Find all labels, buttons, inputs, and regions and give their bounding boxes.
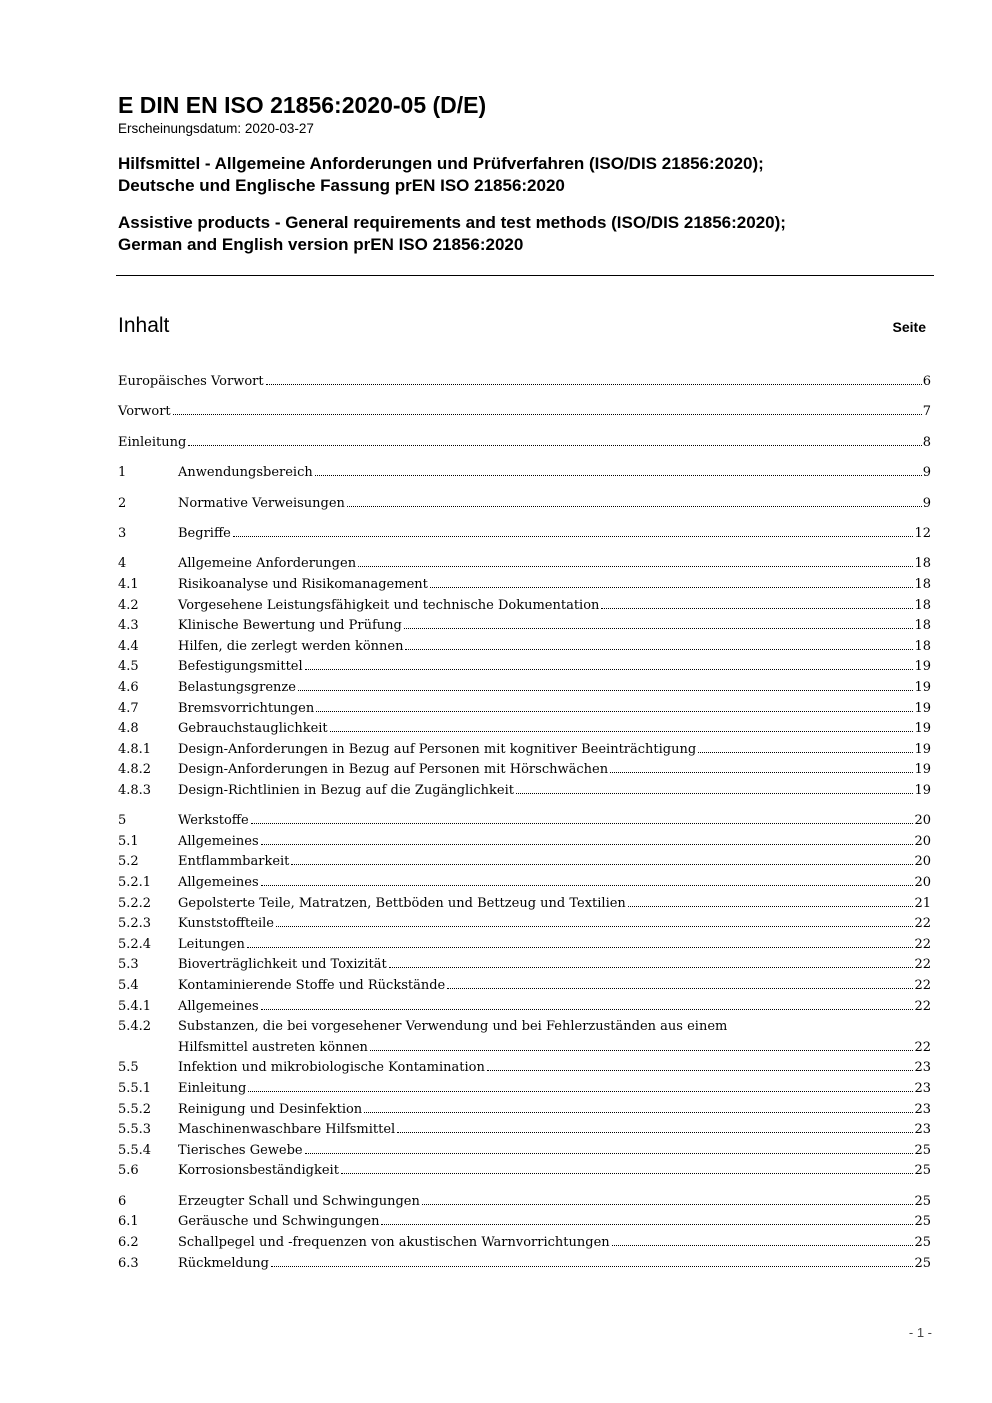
toc-leader-dots [347,506,922,507]
toc-leader-dots [397,1132,913,1133]
toc-entry-label: Vorwort [118,404,171,420]
toc-leader-dots [610,772,913,773]
toc-entry-label: Tierisches Gewebe [178,1142,303,1158]
toc-entry-number: 5.2.2 [118,895,152,911]
toc-entry-label: Design-Anforderungen in Bezug auf Personen mit Hörschwächen [178,762,609,778]
toc-entry-number: 6.1 [118,1214,139,1230]
toc-entry-page: 18 [914,556,931,572]
toc-entry-label: Einleitung [118,434,187,450]
toc-entry[interactable] [118,811,931,832]
toc-entry-label: Werkstoffe [178,813,249,829]
toc-entry-page: 21 [914,895,931,911]
toc-entry-label: Erzeugter Schall und Schwingungen [178,1193,420,1209]
document-header [118,90,934,256]
toc-entry-label: Allgemeines [178,833,259,849]
toc-entry[interactable] [118,1100,931,1121]
toc-entry-label: Gepolsterte Teile, Matratzen, Bettböden und Bettzeug und Textilien [178,895,626,911]
toc-entry-number: 4.3 [118,618,139,634]
toc-entry-label: Design-Richtlinien in Bezug auf die Zugänglichkeit [178,782,514,798]
title-english [118,212,934,256]
toc-entry-number: 4.5 [118,659,139,675]
toc-entry-page: 23 [914,1080,931,1096]
toc-entry-number: 6 [118,1193,127,1209]
toc-entry-label: Schallpegel und -frequenzen von akustischen Warnvorrichtungen [178,1234,610,1250]
toc-entry[interactable] [118,997,931,1018]
toc-entry-label: Design-Anforderungen in Bezug auf Personen mit kognitiver Beeinträchtigung [178,741,697,757]
toc-entry[interactable] [118,1161,931,1182]
toc-entry-number: 5.5 [118,1060,139,1076]
toc-entry-label: Allgemeines [178,998,259,1014]
toc-leader-dots [291,864,913,865]
toc-leader-dots [364,1112,913,1113]
toc-entry-number: 5.6 [118,1163,139,1179]
toc-entry[interactable] [118,1079,931,1100]
toc-title: Inhalt [118,314,170,337]
toc-entry-page: 18 [914,576,931,592]
toc-entry-page: 8 [922,434,931,450]
toc-leader-dots [601,608,913,609]
toc-leader-dots [247,947,914,948]
toc-entry-page: 25 [914,1193,931,1209]
toc-entry-number: 5.4.2 [118,1019,152,1035]
toc-entry-page: 25 [914,1142,931,1158]
toc-entry-number: 4 [118,556,127,572]
toc-leader-dots [266,384,922,385]
toc-entry-number: 4.8.3 [118,782,152,798]
toc-entry-number: 1 [118,465,127,481]
toc-entry[interactable] [118,494,931,515]
toc-leader-dots [405,649,913,650]
toc-entry-page: 6 [922,374,931,389]
toc-leader-dots [261,844,914,845]
toc-leader-dots [358,566,913,567]
toc-entry-number: 6.3 [118,1255,139,1271]
toc-entry-page: 18 [914,638,931,654]
toc-entry-page: 22 [914,936,931,952]
toc-leader-dots [487,1070,914,1071]
toc-leader-dots [261,885,914,886]
toc-entry-number: 6.2 [118,1234,139,1250]
toc-leader-dots [612,1245,914,1246]
toc-entry-label: Reinigung und Desinfektion [178,1101,363,1117]
title-german-line-1: Hilfsmittel - Allgemeine Anforderungen und Prüfverfahren (ISO/DIS 21856:2020); [118,154,764,173]
toc-leader-dots [316,711,913,712]
toc-entry-number: 5 [118,813,127,829]
toc-entry[interactable] [118,637,931,658]
toc-entry-label-continued: Hilfsmittel austreten können [178,1039,368,1055]
toc-entry[interactable] [118,1192,931,1213]
toc-entry[interactable] [118,740,931,761]
toc-entry-page: 23 [914,1060,931,1076]
toc-entry[interactable] [118,678,931,699]
toc-entry-number: 4.8 [118,721,139,737]
toc-leader-dots [404,628,914,629]
toc-entry[interactable] [118,832,931,853]
toc-entry-label: Geräusche und Schwingungen [178,1214,380,1230]
toc-entry[interactable] [118,1212,931,1233]
toc-entry[interactable] [118,433,931,454]
toc-entry-number: 4.1 [118,576,139,592]
toc-entry-page: 12 [914,525,931,541]
toc-entry-label: Risikoanalyse und Risikomanagement [178,576,428,592]
toc-entry[interactable] [118,894,931,915]
toc-entry-number: 5.4.1 [118,998,152,1014]
toc-entry-page: 19 [914,782,931,798]
toc-entry-label: Belastungsgrenze [178,679,296,695]
toc-entry-page: 22 [914,916,931,932]
toc-entry-page: 22 [914,957,931,973]
toc-leader-dots [298,690,914,691]
toc-leader-dots [251,823,914,824]
toc-entry[interactable] [118,402,931,423]
toc-leader-dots [271,1266,914,1267]
toc-entry-label: Kunststoffteile [178,916,274,932]
toc-entry-number: 3 [118,525,127,541]
toc-entry-label: Kontaminierende Stoffe und Rückstände [178,978,446,994]
toc-entry[interactable] [118,719,931,740]
toc-entry-page: 22 [914,998,931,1014]
toc-entry-label: Hilfen, die zerlegt werden können [178,638,404,654]
toc-entry-page: 19 [914,659,931,675]
title-english-line-2: German and English version prEN ISO 21856:2020 [118,235,524,254]
toc-entry-label: Maschinenwaschbare Hilfsmittel [178,1122,396,1138]
toc-entry[interactable] [118,760,931,781]
toc-leader-dots [381,1224,913,1225]
toc-entry[interactable] [118,575,931,596]
toc-entry[interactable] [118,657,931,678]
title-german-line-2: Deutsche und Englische Fassung prEN ISO 21856:2020 [118,176,565,195]
page-number: - 1 - [908,1325,932,1340]
toc-leader-dots [389,967,914,968]
toc-entry-number: 5.1 [118,833,139,849]
publication-date: Erscheinungsdatum: 2020-03-27 [118,121,314,136]
toc-entry-page: 20 [914,813,931,829]
toc-leader-dots [188,445,921,446]
toc-entry-number: 5.4 [118,978,139,994]
toc-entry-number: 5.5.3 [118,1122,152,1138]
toc-entry[interactable] [118,914,931,935]
toc-leader-dots [516,793,914,794]
toc-entry[interactable] [118,1233,931,1254]
toc-entry[interactable] [118,1254,931,1275]
toc-entry[interactable] [118,1141,931,1162]
toc-entry-page: 18 [914,618,931,634]
toc-entry-page: 19 [914,762,931,778]
toc-entry[interactable] [118,372,931,393]
toc-leader-dots [422,1204,914,1205]
toc-entry-page: 19 [914,679,931,695]
toc-entry-number: 5.3 [118,957,139,973]
toc-leader-dots [628,906,914,907]
toc-entry[interactable] [118,699,931,720]
toc-entry-label: Einleitung [178,1080,247,1096]
toc-entry[interactable] [118,524,931,545]
toc-entry-label: Infektion und mikrobiologische Kontamination [178,1060,485,1076]
toc-entry-page: 23 [914,1101,931,1117]
toc-entry-page: 9 [922,495,931,511]
toc-entry-number: 4.8.2 [118,762,152,778]
toc-entry-label: Gebrauchstauglichkeit [178,721,328,737]
toc-entry-number: 4.4 [118,638,139,654]
toc-leader-dots [276,926,914,927]
toc-entry-label: Rückmeldung [178,1255,269,1271]
toc-leader-dots [248,1091,913,1092]
toc-leader-dots [447,988,913,989]
toc-entry-number: 4.8.1 [118,741,152,757]
toc-entry[interactable] [118,852,931,873]
toc-entry-continuation[interactable] [118,1038,931,1059]
toc-entry-number: 5.2.1 [118,875,152,891]
toc-leader-dots [261,1009,914,1010]
toc-entry-label: Anwendungsbereich [178,465,313,481]
toc-entry[interactable] [118,781,931,802]
toc-heading [118,314,926,338]
toc-entry[interactable] [118,1058,931,1079]
toc-leader-dots [315,475,922,476]
toc-leader-dots [341,1173,914,1174]
title-english-line-1: Assistive products - General requirements and test methods (ISO/DIS 21856:2020); [118,213,786,232]
toc-entry-label: Europäisches Vorwort [118,374,264,389]
toc-entry-page: 19 [914,741,931,757]
toc-entry[interactable] [118,935,931,956]
toc-entry-label: Allgemeine Anforderungen [178,556,357,572]
toc-entry-label: Befestigungsmittel [178,659,303,675]
toc-leader-dots [370,1050,914,1051]
toc-entry-number: 2 [118,495,127,511]
title-german [118,153,934,197]
toc-entry[interactable] [118,616,931,637]
toc-entry-page: 22 [914,978,931,994]
toc-entry-label: Klinische Bewertung und Prüfung [178,618,402,634]
toc-entry-number: 5.5.1 [118,1080,152,1096]
toc-page-label: Seite [892,319,926,335]
toc-entry-label: Korrosionsbeständigkeit [178,1163,339,1179]
toc-entry-page: 25 [914,1163,931,1179]
document-id: E DIN EN ISO 21856:2020-05 (D/E) [118,92,487,118]
toc-entry-page: 25 [914,1255,931,1271]
toc-leader-dots [430,587,914,588]
toc-leader-dots [305,669,914,670]
toc-entry-label: Substanzen, die bei vorgesehener Verwendung und bei Fehlerzuständen aus einem [178,1019,728,1035]
toc-entry-label: Begriffe [178,525,231,541]
toc-entry-label: Entflammbarkeit [178,854,290,870]
toc-entry-number: 5.2.4 [118,936,152,952]
toc-entry-label: Leitungen [178,936,245,952]
toc-entry-page: 25 [914,1214,931,1230]
toc-entry[interactable] [118,955,931,976]
toc-entry-label: Bremsvorrichtungen [178,700,315,716]
toc-entry-number: 5.2 [118,854,139,870]
toc-entry[interactable] [118,463,931,484]
table-of-contents [118,372,931,1274]
toc-entry-number: 4.2 [118,597,139,613]
toc-entry-page: 9 [922,465,931,481]
toc-leader-dots [173,414,922,415]
toc-leader-dots [698,752,913,753]
toc-entry-label: Vorgesehene Leistungsfähigkeit und technische Dokumentation [178,597,600,613]
toc-entry-page: 19 [914,721,931,737]
toc-entry-label: Normative Verweisungen [178,495,345,511]
toc-entry-number: 5.5.2 [118,1101,152,1117]
toc-entry-page: 18 [914,597,931,613]
toc-entry-page: 22 [914,1039,931,1055]
toc-entry-page: 25 [914,1234,931,1250]
toc-entry-page: 23 [914,1122,931,1138]
toc-entry[interactable] [118,873,931,894]
toc-leader-dots [330,731,914,732]
toc-entry-page: 7 [922,404,931,420]
toc-leader-dots [233,536,914,537]
toc-entry-page: 19 [914,700,931,716]
toc-leader-dots [305,1153,914,1154]
toc-entry-page: 20 [914,875,931,891]
toc-entry[interactable] [118,554,931,575]
toc-entry[interactable] [118,596,931,617]
toc-entry[interactable] [118,1120,931,1141]
toc-entry-number: 4.6 [118,679,139,695]
toc-entry-number: 5.2.3 [118,916,152,932]
toc-entry-number: 5.5.4 [118,1142,152,1158]
header-divider [116,275,934,276]
toc-entry-number: 4.7 [118,700,139,716]
toc-entry-label: Bioverträglichkeit und Toxizität [178,957,387,973]
toc-entry-label: Allgemeines [178,875,259,891]
toc-entry[interactable] [118,976,931,997]
toc-entry-page: 20 [914,833,931,849]
toc-entry-page: 20 [914,854,931,870]
toc-entry[interactable] [118,1017,931,1038]
